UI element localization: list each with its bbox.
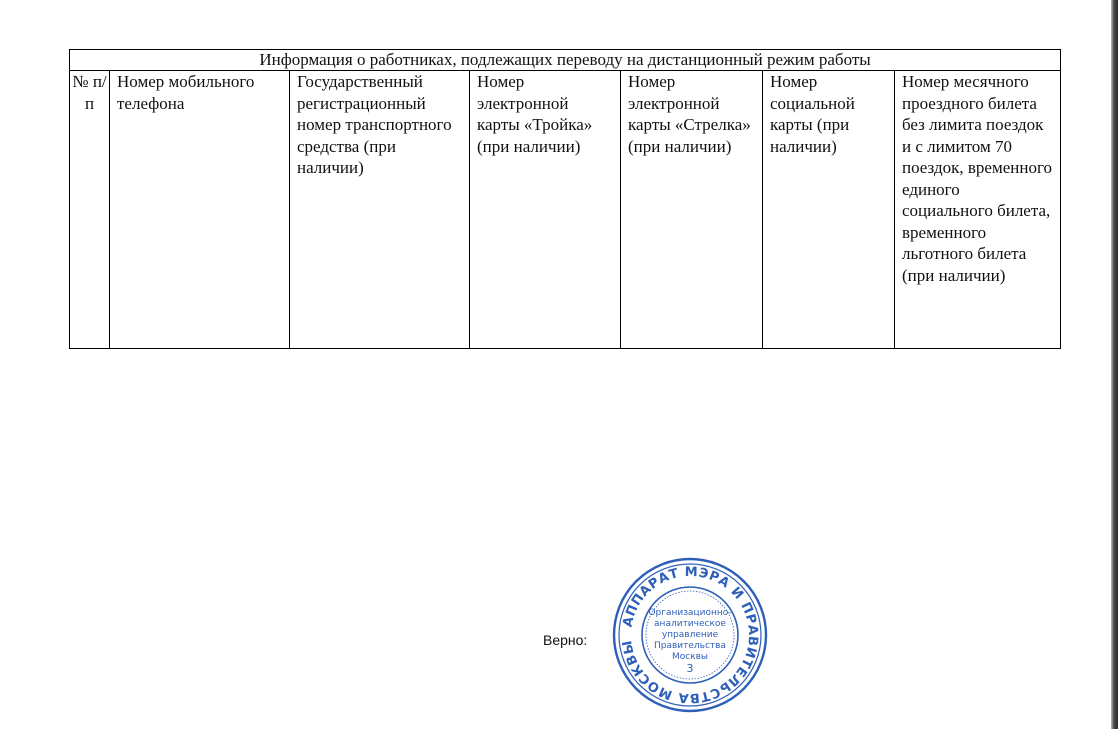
column-header-number <box>70 71 110 349</box>
column-header-troika-card-label: Номер электронной карты «Тройка» (при наличии) <box>477 72 593 156</box>
column-header-social-card <box>763 71 895 349</box>
column-header-vehicle-number-label: Государственный регистрационный номер транспортного средства (при наличии) <box>297 72 452 177</box>
column-header-troika-card <box>470 71 621 349</box>
workers-info-table <box>69 49 1061 349</box>
stamp-center-line: аналитическое <box>654 619 726 629</box>
stamp-center-line: Правительства <box>654 641 726 651</box>
column-header-vehicle-number <box>290 71 470 349</box>
stamp-ring-textpath: АППАРАТ МЭРА И ПРАВИТЕЛЬСТВА МОСКВЫ <box>619 564 761 706</box>
table-title: Информация о работниках, подлежащих переводу на дистанционный режим работы <box>70 50 1061 71</box>
column-header-mobile-phone <box>110 71 290 349</box>
column-header-mobile-phone-label: Номер мобильного телефона <box>117 72 255 113</box>
column-header-monthly-ticket <box>895 71 1061 349</box>
column-header-strelka-card-label: Номер электронной карты «Стрелка» (при наличии) <box>628 72 751 156</box>
stamp-seal-graphic <box>610 553 770 717</box>
column-header-social-card-label: Номер социальной карты (при наличии) <box>770 72 855 156</box>
verno-label: Верно: <box>543 632 588 648</box>
stamp-center-line: Организационно- <box>648 608 732 618</box>
viewer-right-edge <box>1111 0 1118 729</box>
stamp-center-line: Москвы <box>671 652 709 662</box>
column-header-number-label: № п/п <box>72 72 107 113</box>
column-header-strelka-card <box>621 71 763 349</box>
stamp-center-line: управление <box>661 630 719 640</box>
stamp-number: 3 <box>686 662 694 675</box>
column-header-monthly-ticket-label: Номер месячного проездного билета без лимита поездок и с лимитом 70 поездок, временного единого социального билета, временного льготного билета (при наличии) <box>902 72 1052 285</box>
official-stamp <box>610 553 770 717</box>
